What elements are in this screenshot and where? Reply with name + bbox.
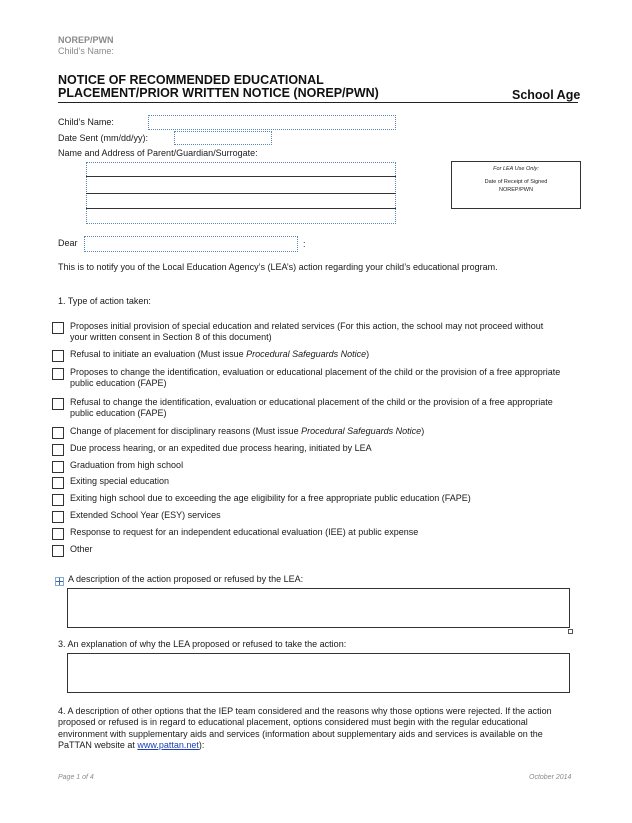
address-line-divider <box>86 208 396 209</box>
section4-text-end: ): <box>198 740 205 751</box>
option-checkbox-disciplinary[interactable] <box>52 427 64 439</box>
option-label-refusal-change: Refusal to change the identification, evaluation or educational placement of the child or the provision of a free appropriate public education (FAPE) <box>70 397 553 419</box>
option-label-graduation: Graduation from high school <box>70 460 184 470</box>
date-sent-field[interactable] <box>174 131 272 145</box>
address-line-1-field[interactable] <box>90 164 390 175</box>
section3-response-box[interactable] <box>67 653 570 693</box>
section1-heading: 1. Type of action taken: <box>58 296 151 306</box>
date-sent-label: Date Sent (mm/dd/yy): <box>58 133 149 143</box>
option-checkbox-initial-provision[interactable] <box>52 322 64 334</box>
option-text-italic: Procedural Safeguards Notice <box>246 349 367 359</box>
section4-paragraph <box>58 706 568 752</box>
option-label-refusal-evaluation <box>70 349 570 360</box>
option-text: Refusal to initiate an evaluation (Must issue <box>70 349 247 359</box>
option-label-exiting-hs: Exiting high school due to exceeding the age eligibility for a free appropriate public education (FAPE) <box>70 493 471 503</box>
section4-text: 4. A description of other options that the IEP team considered and the reasons why those options were rejected. If the action proposed or refused is in regard to educational placement, options considered must begin with the regular educational environment with supplementary aids and services (information about supplementary aids and services is available on the PaTTAN website at <box>58 706 552 751</box>
option-checkbox-esy[interactable] <box>52 511 64 523</box>
option-label-initial-provision: Proposes initial provision of special education and related services (For this action, the school may not proceed without your written consent in Section 8 of this document) <box>70 321 544 343</box>
option-text: ) <box>366 349 370 359</box>
dear-field[interactable] <box>84 236 298 252</box>
address-line-divider <box>86 176 396 177</box>
option-text-italic: Procedural Safeguards Notice <box>301 426 422 436</box>
table-move-handle-icon[interactable] <box>55 577 64 586</box>
footer-date: October 2014 <box>529 774 572 781</box>
address-line-2-field[interactable] <box>90 179 390 190</box>
name-address-label: Name and Address of Parent/Guardian/Surrogate: <box>58 148 258 158</box>
address-line-divider <box>86 193 396 194</box>
school-age-label: School Age <box>512 88 581 102</box>
dear-label: Dear <box>58 238 78 248</box>
section3-heading: 3. An explanation of why the LEA proposed or refused to take the action: <box>58 639 347 649</box>
option-checkbox-proposes-change[interactable] <box>52 368 64 380</box>
option-checkbox-iee[interactable] <box>52 528 64 540</box>
title-divider <box>58 102 578 103</box>
option-label-disciplinary <box>70 426 570 437</box>
lea-box-line2: Date of Receipt of Signed <box>484 179 548 185</box>
childs-name-field[interactable] <box>148 115 396 130</box>
option-checkbox-refusal-change[interactable] <box>52 398 64 410</box>
option-checkbox-other[interactable] <box>52 545 64 557</box>
option-text: Change of placement for disciplinary reasons (Must issue <box>70 426 302 436</box>
section2-response-box[interactable] <box>67 588 570 628</box>
table-resize-handle-icon[interactable] <box>568 629 573 634</box>
address-line-3-field[interactable] <box>90 195 390 206</box>
option-label-iee: Response to request for an independent educational evaluation (IEE) at public expense <box>70 527 419 537</box>
option-label-proposes-change: Proposes to change the identification, evaluation or educational placement of the child or the provision of a free appropriate public education (FAPE) <box>70 367 561 389</box>
option-checkbox-exiting-sped[interactable] <box>52 477 64 489</box>
address-line-4-field[interactable] <box>90 210 390 221</box>
dear-colon: : <box>303 239 306 249</box>
option-label-other: Other <box>70 544 93 554</box>
option-text: ) <box>421 426 425 436</box>
option-checkbox-exiting-hs[interactable] <box>52 494 64 506</box>
option-checkbox-due-process[interactable] <box>52 444 64 456</box>
childs-name-label: Child’s Name: <box>58 117 114 127</box>
lea-box-heading: For LEA Use Only: <box>493 166 539 172</box>
option-label-due-process: Due process hearing, or an expedited due process hearing, initiated by LEA <box>70 443 372 453</box>
form-title-line2: PLACEMENT/PRIOR WRITTEN NOTICE (NOREP/PWN) <box>58 86 379 100</box>
form-code-header: NOREP/PWN <box>58 35 114 45</box>
pattan-website-link[interactable]: www.pattan.net <box>137 740 199 751</box>
intro-paragraph: This is to notify you of the Local Education Agency’s (LEA’s) action regarding your child’s educational program. <box>58 262 498 272</box>
option-label-exiting-sped: Exiting special education <box>70 476 170 486</box>
option-checkbox-graduation[interactable] <box>52 461 64 473</box>
footer-page-number: Page 1 of 4 <box>58 774 94 781</box>
form-title-line1: NOTICE OF RECOMMENDED EDUCATIONAL <box>58 73 324 87</box>
lea-use-only-box <box>451 161 581 209</box>
option-label-esy: Extended School Year (ESY) services <box>70 510 221 520</box>
header-childs-name-label: Child’s Name: <box>58 46 114 56</box>
lea-box-line3: NOREP/PWN <box>499 187 533 193</box>
option-checkbox-refusal-evaluation[interactable] <box>52 350 64 362</box>
section2-heading: A description of the action proposed or refused by the LEA: <box>68 574 304 584</box>
